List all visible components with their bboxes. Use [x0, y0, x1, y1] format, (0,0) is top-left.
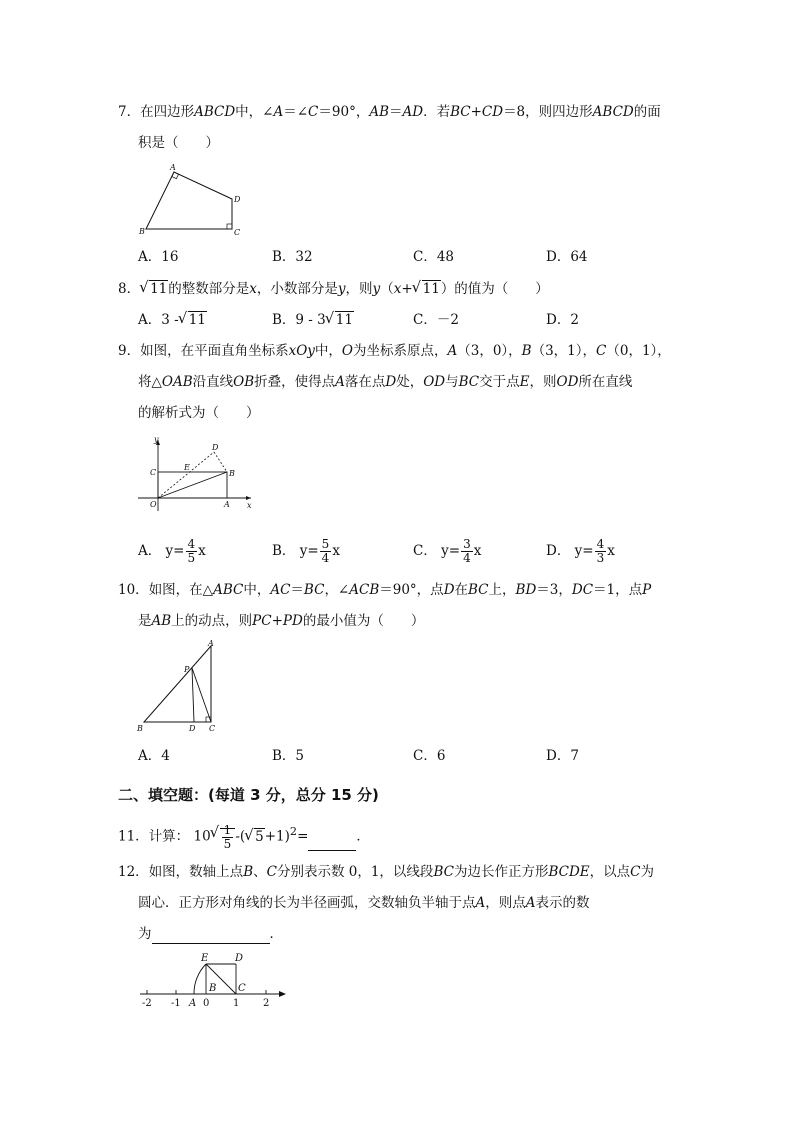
q9-line2: 将△OAB沿直线OB折叠，使得点A落在点D处，OD与BC交于点E，则OD所在直线	[138, 374, 633, 390]
q12-label-d: D	[235, 953, 244, 964]
q9-label-x: x	[247, 501, 252, 510]
q12-answer-blank[interactable]	[152, 929, 270, 944]
q11-answer-blank[interactable]	[308, 836, 356, 851]
q10-label-d: D	[189, 724, 196, 733]
q9-line3: 的解析式为（ ）	[138, 405, 260, 421]
q12-tick-0: 0	[203, 998, 210, 1009]
q11-line: 11．计算： 10 √ $\frac{1}{5}$ -(√ 5+1)$^2$= ．	[118, 822, 370, 851]
q10-label-a: A	[208, 639, 214, 648]
q9-label-b: B	[229, 469, 235, 478]
q10-figure	[136, 640, 221, 735]
q10-label-b: B	[137, 724, 143, 733]
q10-option-b[interactable]: B．5	[272, 748, 305, 764]
q9-line1: 9．如图，在平面直角坐标系xOy中，O为坐标系原点，A（3，0），B（3，1），C（0，1），	[118, 343, 671, 359]
q12-label-c: C	[238, 983, 246, 994]
q8-option-d[interactable]: D．2	[546, 312, 579, 328]
q7-line1: 7．在四边形ABCD中，∠A＝∠C＝90°，AB＝AD．若BC+CD＝8，则四边形ABCD的面	[118, 104, 661, 120]
q7-option-a[interactable]: A．16	[138, 249, 179, 265]
q10-line2: 是AB上的动点，则PC+PD的最小值为（ ）	[138, 613, 425, 629]
q7-option-d[interactable]: D．64	[546, 249, 588, 265]
q10-label-p: P	[184, 665, 190, 674]
q12-label-e: E	[201, 953, 209, 964]
q12-line1: 12．如图，数轴上点B、C分别表示数 0，1，以线段BC为边长作正方形BCDE，以点C为	[118, 864, 654, 880]
q10-option-c[interactable]: C．6	[413, 748, 446, 764]
q12-tick-1: 1	[233, 998, 240, 1009]
q9-label-c: C	[150, 468, 157, 477]
q12-tick-minus-1: -1	[171, 998, 181, 1009]
section-2-heading: 二、填空题：(每道 3 分，总分 15 分)	[118, 786, 379, 804]
q12-figure	[136, 948, 291, 1010]
q7-option-c[interactable]: C．48	[413, 249, 455, 265]
q9-option-c[interactable]: C． y= $\frac{3}{4}$ x	[413, 537, 482, 565]
q7-label-d: D	[234, 195, 241, 204]
q12-line2: 圆心．正方形对角线的长为半径画弧，交数轴负半轴于点A，则点A表示的数	[138, 895, 590, 911]
q10-option-d[interactable]: D．7	[546, 748, 579, 764]
q10-line1: 10．如图，在△ABC中，AC＝BC，∠ACB＝90°，点D在BC上，BD＝3，DC＝1，点P	[118, 582, 652, 598]
q7-option-b[interactable]: B．32	[272, 249, 313, 265]
q7-label-c: C	[234, 228, 241, 237]
q9-label-e: E	[184, 463, 190, 472]
q12-label-b: B	[209, 983, 217, 994]
q9-label-d: D	[212, 443, 219, 452]
q9-option-a[interactable]: A． y= $\frac{4}{5}$ x	[138, 537, 206, 565]
q9-figure	[136, 436, 256, 516]
q10-label-c: C	[209, 724, 216, 733]
q9-label-o: O	[150, 500, 157, 509]
q8-option-a[interactable]: A．3 -√ 11	[138, 310, 207, 330]
q12-tick-2: 2	[263, 998, 270, 1009]
q12-label-a: A	[189, 998, 197, 1009]
q7-line2: 积是（ ）	[138, 135, 219, 151]
q7-figure	[136, 164, 251, 239]
q9-option-d[interactable]: D． y= $\frac{4}{3}$ x	[546, 537, 615, 565]
q8-option-c[interactable]: C．－2	[413, 312, 459, 328]
q8-line1: 8．√ 11的整数部分是x，小数部分是y，则y（x+√ 11）的值为（ ）	[118, 279, 549, 299]
q7-label-b: B	[139, 227, 145, 236]
q8-option-b[interactable]: B．9 - 3√ 11	[272, 310, 354, 330]
q12-tick-minus-2: -2	[142, 998, 152, 1009]
q9-label-y: y	[154, 435, 159, 444]
q9-option-b[interactable]: B． y= $\frac{5}{4}$ x	[272, 537, 340, 565]
q7-label-a: A	[170, 163, 176, 172]
q9-label-a: A	[224, 500, 230, 509]
q12-line3: 为 ．	[138, 926, 283, 942]
q10-option-a[interactable]: A．4	[138, 748, 170, 764]
